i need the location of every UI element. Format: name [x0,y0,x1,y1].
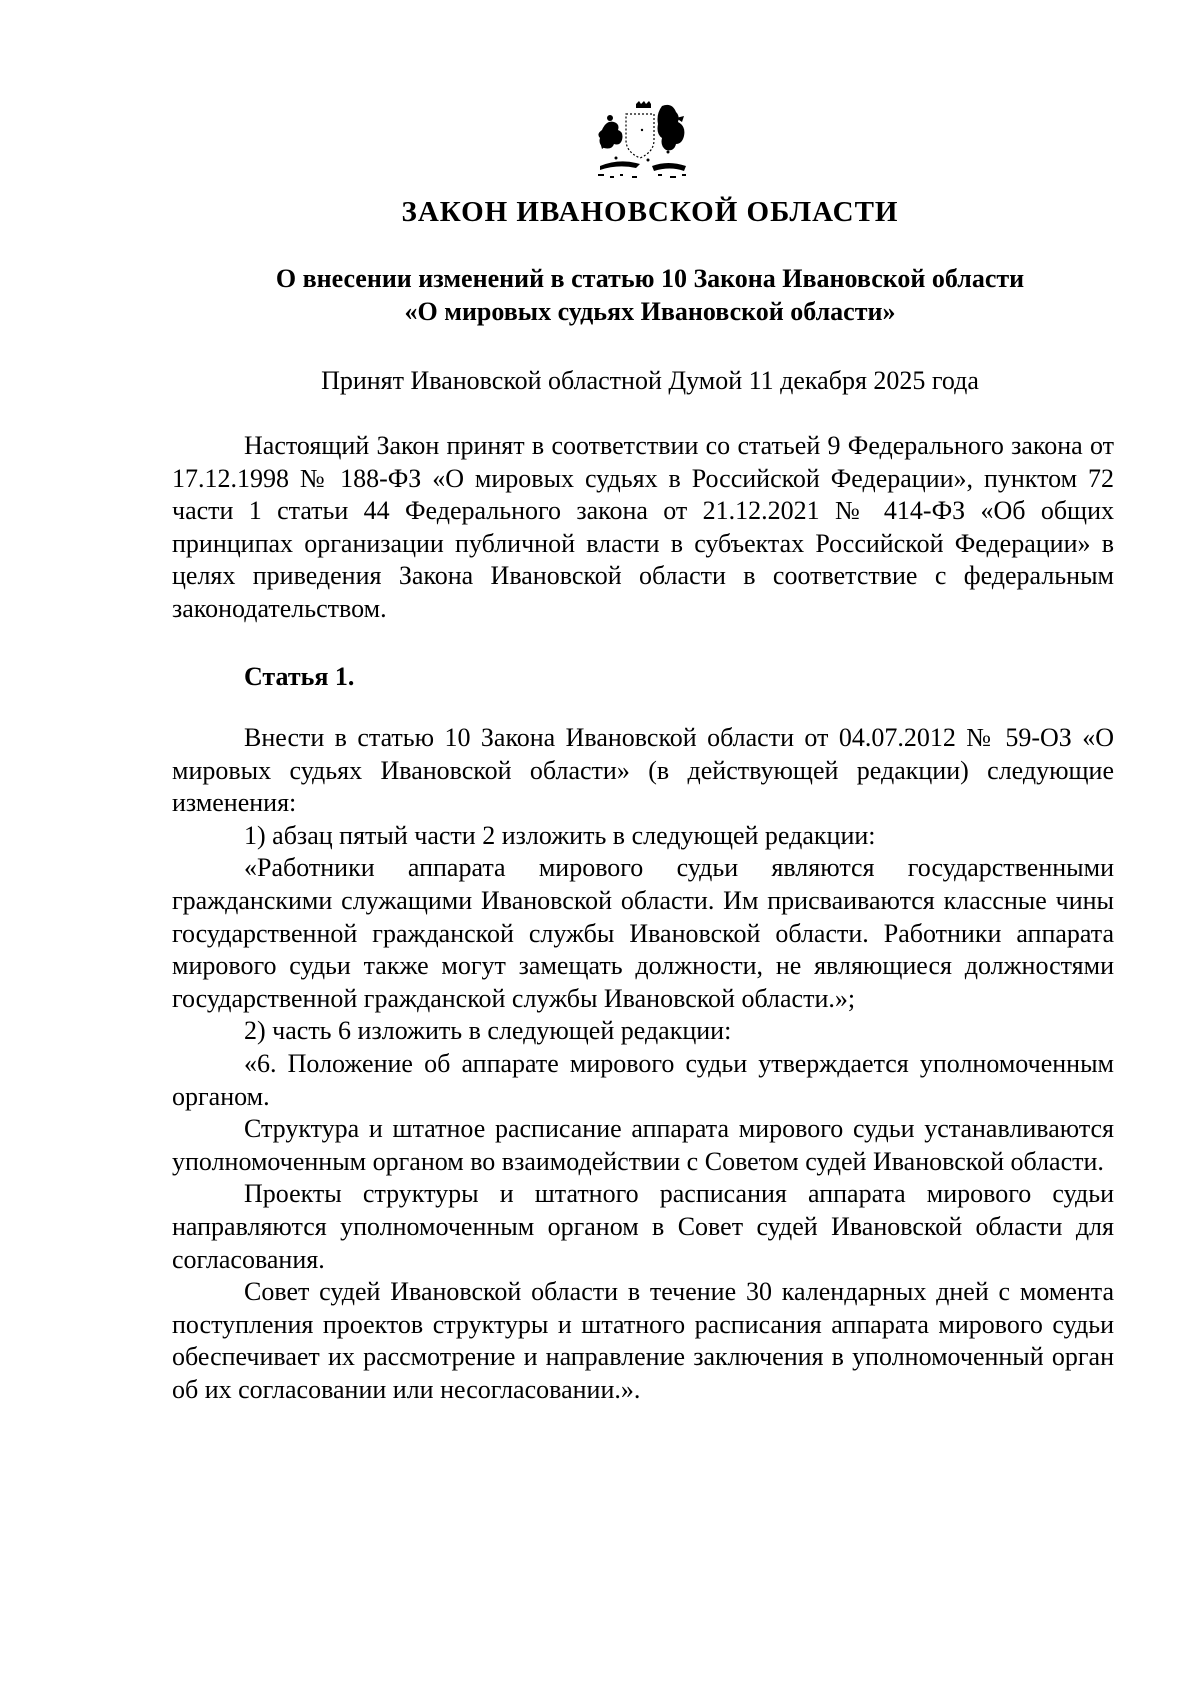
article-paragraph: 2) часть 6 изложить в следующей редакции: [244,1016,732,1046]
article-paragraph: Совет судей Ивановской области в течение 30 календарных дней с момента поступления проектов структуры и штатного расписания аппарата мирового судьи обеспечивает их рассмотрение и направление заключения в уполномоченный орган об их согласовании или несогласовании.». [172,1277,1114,1404]
article-paragraph: «Работники аппарата мирового судьи являются государственными гражданскими служащими Ивановской области. Им присваиваются классные чины государственной гражданской службы Ивановской области. Работники аппарата мирового судьи также могут замещать должности, не являющиеся должностями государственной гражданской службы Ивановской области.»; [172,853,1114,1013]
law-header: ЗАКОН ИВАНОВСКОЙ ОБЛАСТИ [401,196,899,228]
article-paragraph: Структура и штатное расписание аппарата мирового судьи устанавливаются уполномоченным органом во взаимодействии с Советом судей Ивановской области. [172,1114,1114,1176]
article-heading: Статья 1. [244,662,355,691]
article-paragraph: «6. Положение об аппарате мирового судьи утверждается уполномоченным органом. [172,1048,1114,1111]
article-paragraph: Внести в статью 10 Закона Ивановской области от 04.07.2012 № 59-ОЗ «О мировых судьях Ивановской области» (в действующей редакции) следующие изменения: [172,723,1114,818]
article-paragraph: Проекты структуры и штатного расписания аппарата мирового судьи направляются уполномоченным органом в Совет судей Ивановской области для согласования. [172,1179,1114,1274]
article-body [172,722,1114,1406]
law-title-line-1: О внесении изменений в статью 10 Закона Ивановской области [275,264,1025,293]
adoption-line: Принят Ивановской областной Думой 11 декабря 2025 года [321,366,979,395]
article-paragraph: 1) абзац пятый части 2 изложить в следующей редакции: [244,820,876,850]
preamble [172,430,1114,626]
coat-of-arms-emblem [596,100,704,186]
law-title-line-2: «О мировых судьях Ивановской области» [404,297,896,326]
preamble-paragraph: Настоящий Закон принят в соответствии со статьей 9 Федерального закона от 17.12.1998 № 188-ФЗ «О мировых судьях в Российской Федерации», пунктом 72 части 1 статьи 44 Федерального закона от 21.12.2021 № 414-ФЗ «Об общих принципах организации публичной власти в субъектах Российской Федерации» в целях приведения Закона Ивановской области в соответствие с федеральным законодательством. [172,431,1114,623]
law-title [174,262,1126,328]
